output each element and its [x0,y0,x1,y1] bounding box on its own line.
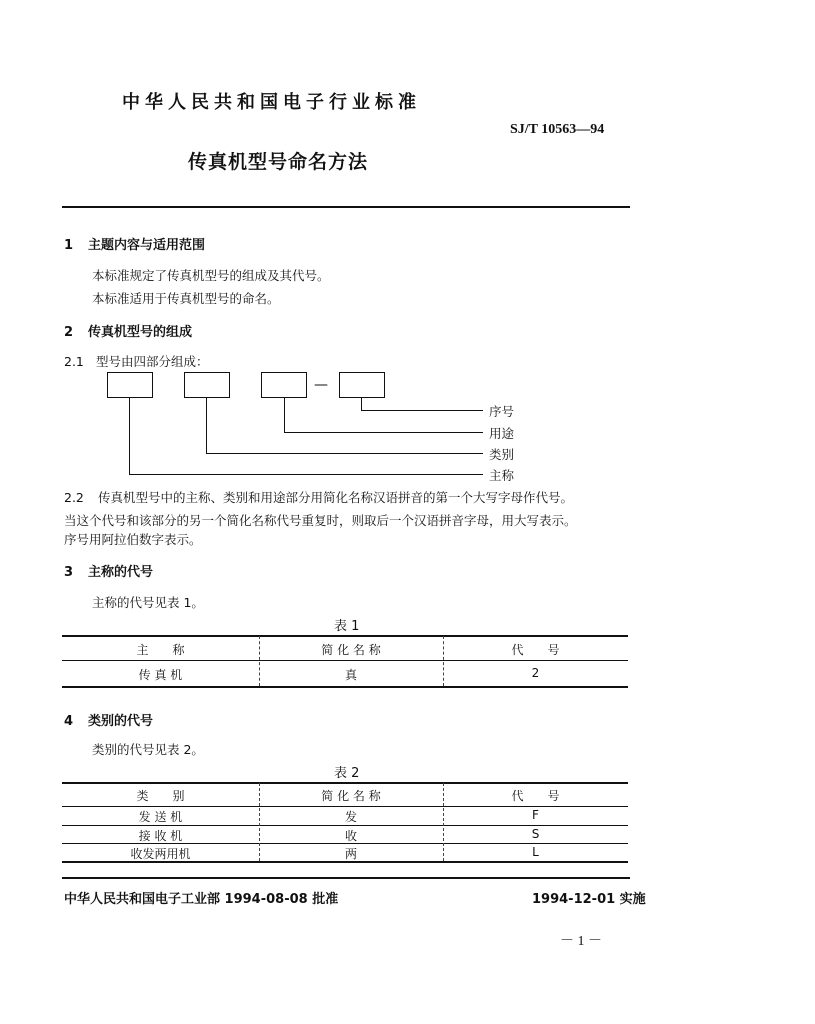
table-1-caption: 表 1 [334,619,360,634]
table-2-caption: 表 2 [334,766,360,781]
section-3-heading [64,561,153,580]
table-2-row-3-code: L [532,845,539,859]
table-2-row-1-code: F [532,808,539,822]
table-2-header-rule [62,806,628,807]
leader-category-vertical [206,398,207,453]
section-3-number: 3 [64,565,74,580]
table-1-row-1-short-name: 真 [344,668,357,682]
table-2-row-rule-1 [62,825,628,826]
table-2-row-1-short-name: 发 [344,810,357,824]
leader-category-horizontal [206,453,483,454]
issuing-organization: 中华人民共和国电子行业标准 [122,92,421,113]
leader-serial-vertical [361,398,362,410]
section-2-2-line-2: 当这个代号和该部分的另一个简化名称代号重复时，则取后一个汉语拼音字母，用大写表示。 [64,513,577,528]
section-4-heading [64,710,153,729]
section-2-2-number: 2.2 [64,490,84,505]
leader-serial-horizontal [361,410,483,411]
table-2-header-short-name: 简 化 名 称 [321,789,381,803]
table-1-bottom-rule [62,686,628,688]
table-2-row-1-category: 发 送 机 [138,810,183,824]
approval-line: 中华人民共和国电子工业部 1994-08-08 批准 [64,892,339,907]
footer-rule [62,877,630,879]
leader-main-vertical [129,398,130,474]
section-2-heading [64,321,192,340]
section-2-2-line-3: 序号用阿拉伯数字表示。 [64,532,202,547]
table-2-row-3-category: 收发两用机 [130,847,191,861]
section-1-title: 主题内容与适用范围 [88,238,206,253]
section-2-1 [64,352,209,370]
table-2-row-2-short-name: 收 [344,829,357,843]
title-rule [62,206,630,208]
designation-box-category [184,372,230,398]
table-1-row-1-code: 2 [531,666,540,680]
designation-dash: — [314,377,328,393]
section-1-heading [64,234,205,253]
designation-box-usage [261,372,307,398]
table-2-row-2-code: S [531,827,540,841]
table-1-top-rule [62,635,628,637]
diagram-label-serial: 序号 [489,404,515,419]
implementation-date: 1994-12-01 实施 [532,892,646,907]
leader-usage-vertical [284,398,285,432]
page-number: － 1 － [560,934,602,949]
table-2-row-3-short-name: 两 [344,847,357,861]
section-2-2-text-1: 传真机型号中的主称、类别和用途部分用简化名称汉语拼音的第一个大写字母作代号。 [98,490,574,505]
diagram-label-usage: 用途 [489,426,515,441]
section-4-title: 类别的代号 [88,714,154,729]
section-2-number: 2 [64,325,74,340]
leader-main-horizontal [129,474,483,475]
table-2-header-category: 类 别 [136,789,185,803]
table-2-header-code: 代 号 [511,789,560,803]
section-4-intro: 类别的代号见表 2。 [92,742,204,757]
section-3-title: 主称的代号 [88,565,154,580]
section-3-intro: 主称的代号见表 1。 [92,595,204,610]
table-1-row-1-main: 传 真 机 [138,668,183,682]
table-2-row-2-category: 接 收 机 [138,829,183,843]
document-title: 传真机型号命名方法 [188,151,369,173]
section-2-1-number: 2.1 [64,354,84,369]
designation-box-main [107,372,153,398]
standard-code: SJ/T 10563—94 [510,122,605,137]
diagram-label-category: 类别 [489,447,515,462]
section-1-paragraph-2: 本标准适用于传真机型号的命名。 [92,291,280,306]
section-1-number: 1 [64,238,74,253]
section-2-2-line-1 [64,488,573,506]
section-2-title: 传真机型号的组成 [88,325,193,340]
table-1-header-code: 代 号 [511,643,560,657]
designation-box-serial [339,372,385,398]
leader-usage-horizontal [284,432,483,433]
table-1-header-short-name: 简 化 名 称 [321,643,381,657]
table-1-header-rule [62,660,628,661]
section-2-1-text: 型号由四部分组成： [96,354,209,369]
section-4-number: 4 [64,714,74,729]
table-1-header-main: 主 称 [136,643,185,657]
table-2-top-rule [62,782,628,784]
section-1-paragraph-1: 本标准规定了传真机型号的组成及其代号。 [92,268,330,283]
diagram-label-main: 主称 [489,468,515,483]
